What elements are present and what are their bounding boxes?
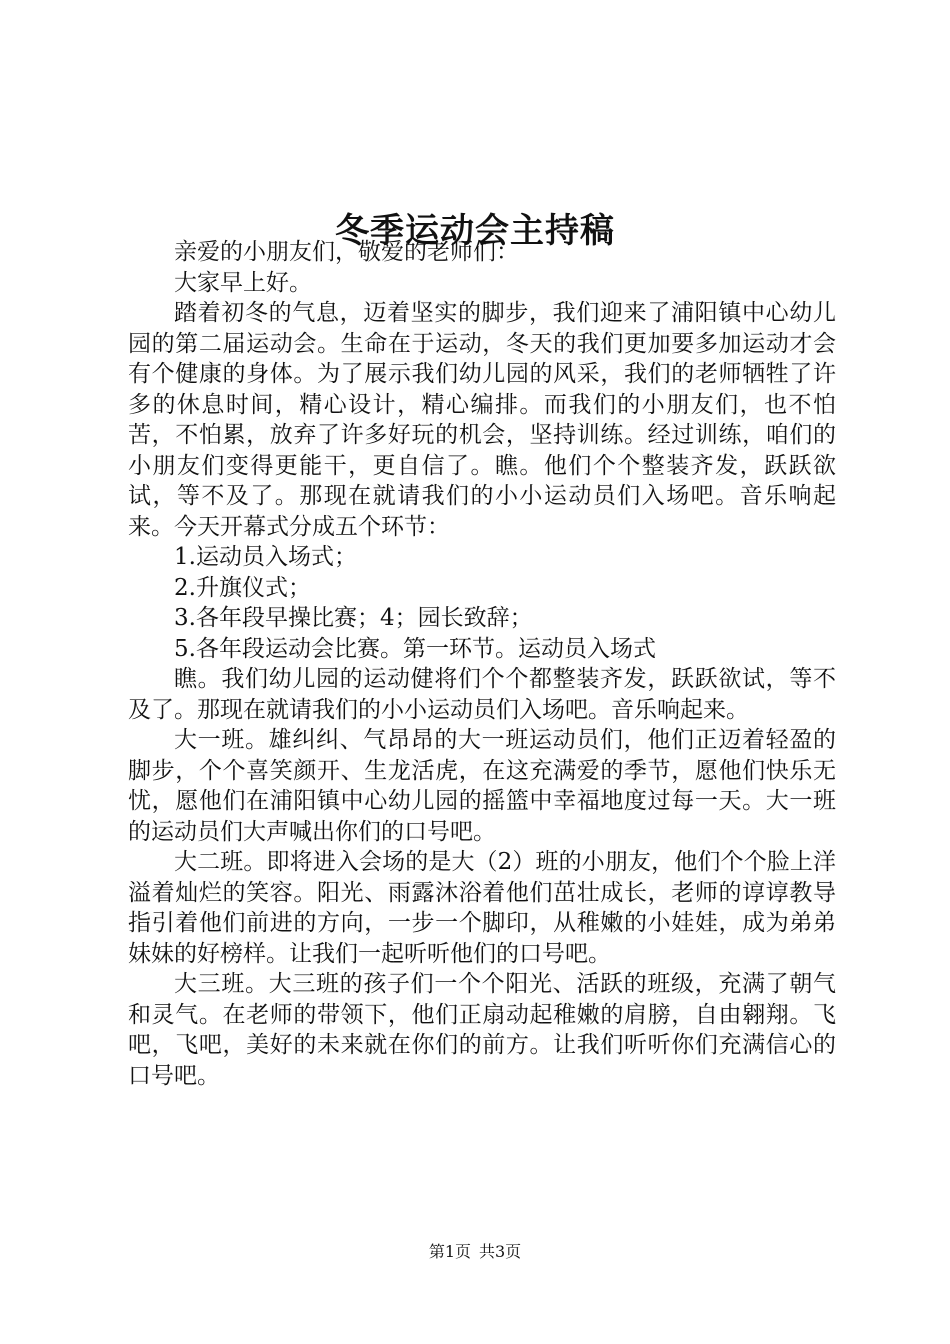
- paragraph-opening: 踏着初冬的气息，迈着坚实的脚步，我们迎来了浦阳镇中心幼儿园的第二届运动会。生命在于运动，冬天的我们更加要多加运动才会有个健康的身体。为了展示我们幼儿园的风采，我们的老师牺牲了许多的休息时间，精心设计，精心编排。而我们的小朋友们，也不怕苦，不怕累，放弃了许多好玩的机会，坚持训练。经过训练，咱们的小朋友们变得更能干，更自信了。瞧。他们个个整装齐发，跃跃欲试，等不及了。那现在就请我们的小小运动员们入场吧。音乐响起来。今天开幕式分成五个环节：: [128, 300, 836, 540]
- document-title: 冬季运动会主持稿: [335, 210, 615, 251]
- page-total: 共3页: [479, 1242, 522, 1261]
- paragraph-item-1: 1.运动员入场式；: [174, 544, 357, 570]
- paragraph-item-2: 2.升旗仪式；: [174, 574, 311, 601]
- page-number: 第1页: [428, 1242, 471, 1261]
- paragraph-item-3: 3.各年段早操比赛；4；园长致辞；: [174, 605, 533, 631]
- paragraph-entrance: 瞧。我们幼儿园的运动健将们个个都整装齐发，跃跃欲试，等不及了。那现在就请我们的小小运动员们入场吧。音乐响起来。: [128, 666, 836, 723]
- document-body: [128, 237, 836, 1091]
- paragraph-good-morning: 大家早上好。: [174, 269, 312, 296]
- page-footer: [0, 1241, 950, 1263]
- paragraph-class-2: 大二班。即将进入会场的是大（2）班的小朋友，他们个个脸上洋溢着灿烂的笑容。阳光、雨露沐浴着他们茁壮成长，老师的谆谆教导指引着他们前进的方向，一步一个脚印，从稚嫩的小娃娃，成为弟弟妹妹的好榜样。让我们一起听听他们的口号吧。: [128, 849, 836, 967]
- paragraph-class-1: 大一班。雄纠纠、气昂昂的大一班运动员们，他们正迈着轻盈的脚步，个个喜笑颜开、生龙活虎，在这充满爱的季节，愿他们快乐无忧，愿他们在浦阳镇中心幼儿园的摇篮中幸福地度过每一天。大一班的运动员们大声喊出你们的口号吧。: [128, 727, 836, 845]
- paragraph-class-3: 大三班。大三班的孩子们一个个阳光、活跃的班级，充满了朝气和灵气。在老师的带领下，他们正扇动起稚嫩的肩膀，自由翱翔。飞吧，飞吧，美好的未来就在你们的前方。让我们听听你们充满信心的口号吧。: [128, 971, 836, 1089]
- paragraph-greeting: 亲爱的小朋友们，敬爱的老师们：: [174, 239, 519, 265]
- paragraph-item-5: 5.各年段运动会比赛。第一环节。运动员入场式: [174, 635, 656, 662]
